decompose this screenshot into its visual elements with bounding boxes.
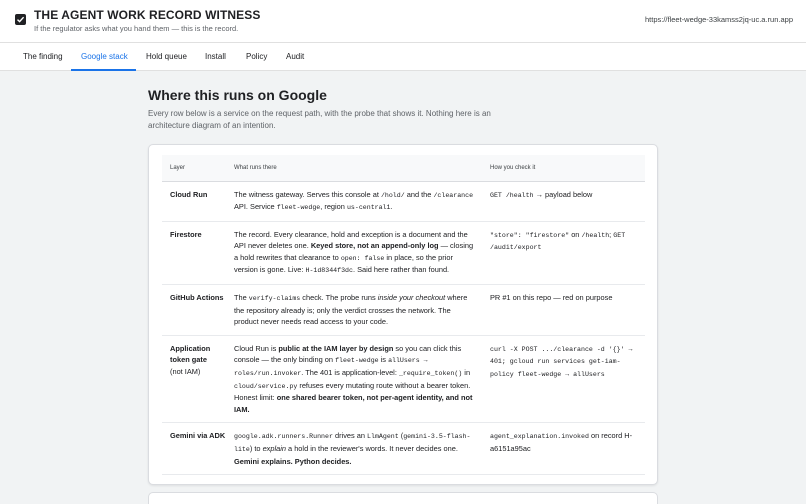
code-snippet: LlmAgent bbox=[367, 433, 399, 441]
text-run: . The 401 is application-level: bbox=[301, 368, 399, 378]
text-run: is bbox=[378, 355, 389, 365]
text-run: . Said here rather than found. bbox=[352, 265, 450, 275]
layer-name: Cloud Run bbox=[170, 189, 208, 199]
text-run: ) to bbox=[249, 444, 263, 453]
code-snippet: agent_explanation.invoked bbox=[490, 433, 589, 441]
tab-install[interactable]: Install bbox=[205, 52, 226, 61]
tab-policy[interactable]: Policy bbox=[246, 52, 268, 61]
what-runs-cell bbox=[226, 221, 482, 284]
text-run: public at the IAM layer by design bbox=[278, 343, 394, 353]
code-snippet: /hold/ bbox=[380, 191, 405, 199]
table-row bbox=[162, 285, 645, 336]
text-run: The record. Every clearance, hold and exception is a document and the API never deletes one. bbox=[234, 229, 468, 251]
code-snippet: GET /audit/export bbox=[490, 231, 626, 252]
text-run: , region bbox=[320, 202, 347, 212]
main-content bbox=[0, 71, 806, 504]
text-run: and the bbox=[404, 189, 434, 199]
layer-name: Application token gate bbox=[170, 343, 211, 365]
layer-name: Gemini via ADK bbox=[170, 431, 226, 441]
code-snippet: _require_token() bbox=[398, 370, 463, 378]
text-run: in bbox=[462, 368, 471, 378]
text-run: — closing a hold rewrites that clearance to bbox=[234, 241, 474, 262]
table-row bbox=[162, 335, 645, 423]
code-snippet: curl -X POST .../clearance -d '{}' → 401; gcloud run services get-iam-policy fleet-wedge → allUsers bbox=[490, 345, 633, 379]
text-run: in place, so the prior version is gone. Live: bbox=[234, 252, 453, 275]
text-run: The witness gateway. Serves this console at bbox=[234, 189, 381, 199]
tab-hold-queue[interactable]: Hold queue bbox=[146, 52, 187, 61]
code-snippet: cloud/service.py bbox=[234, 382, 298, 390]
text-run: refuses every mutating route without a bearer token. Honest limit: bbox=[234, 380, 471, 403]
column-header-layer: Layer bbox=[162, 155, 226, 181]
column-header-check: How you check it bbox=[482, 155, 645, 181]
app-title: THE AGENT WORK RECORD WITNESS bbox=[34, 8, 261, 22]
code-snippet: "store": "firestore" bbox=[490, 231, 570, 239]
layer-note: (not IAM) bbox=[170, 367, 201, 377]
code-snippet: fleet-wedge bbox=[335, 357, 379, 365]
tab-the-finding[interactable]: The finding bbox=[23, 52, 63, 61]
text-run: a hold in the reviewer's words. It never decides one. bbox=[285, 444, 458, 453]
code-snippet: gemini-3.5-flash-lite bbox=[234, 433, 471, 453]
code-snippet: /clearance bbox=[433, 191, 474, 199]
code-snippet: GET /health bbox=[490, 191, 534, 199]
table-row bbox=[162, 181, 645, 221]
code-snippet: fleet-wedge bbox=[276, 204, 321, 212]
text-run: ; bbox=[609, 229, 614, 239]
text-run: ( bbox=[398, 431, 404, 441]
table-row bbox=[162, 423, 645, 475]
code-snippet: /health bbox=[581, 231, 610, 239]
what-runs-cell bbox=[226, 181, 482, 221]
column-header-what: What runs there bbox=[226, 155, 482, 181]
service-url[interactable]: https://fleet-wedge-33kamss2jq-uc.a.run.app bbox=[645, 15, 793, 24]
layer-cell bbox=[162, 181, 226, 221]
text-run: on bbox=[569, 229, 582, 239]
stack-table bbox=[162, 155, 645, 475]
table-row bbox=[162, 221, 645, 284]
text-run: Gemini explains. Python decides. bbox=[234, 456, 352, 466]
check-cell bbox=[482, 423, 645, 475]
what-runs-cell bbox=[226, 423, 482, 475]
what-runs-cell bbox=[226, 285, 482, 336]
text-run: where the repository already is; only the verdict crosses the network. The product never needs read access to your code. bbox=[234, 293, 468, 327]
app-subtitle: If the regulator asks what you hand them — this is the record. bbox=[34, 24, 239, 33]
tab-audit[interactable]: Audit bbox=[286, 52, 305, 61]
next-card bbox=[148, 492, 658, 504]
check-cell bbox=[482, 335, 645, 423]
check-cell bbox=[482, 181, 645, 221]
tab-bar bbox=[0, 42, 806, 71]
text-run: → payload below bbox=[533, 189, 593, 199]
text-run: one shared bearer token, not per-agent identity, and not IAM. bbox=[234, 393, 473, 414]
what-runs-cell bbox=[226, 335, 482, 423]
text-run: The bbox=[234, 293, 249, 303]
text-run: explain bbox=[262, 444, 286, 453]
text-run: drives an bbox=[332, 431, 368, 441]
layer-name: Firestore bbox=[170, 229, 202, 239]
text-run: API. Service bbox=[234, 202, 277, 212]
text-run: Keyed store, not an append-only log bbox=[310, 241, 439, 251]
layer-cell bbox=[162, 423, 226, 475]
code-snippet: us-central1 bbox=[346, 204, 391, 212]
text-run: check. The probe runs bbox=[300, 293, 378, 303]
text-run: Cloud Run is bbox=[234, 343, 279, 353]
page-title: Where this runs on Google bbox=[148, 87, 327, 103]
code-snippet: google.adk.runners.Runner bbox=[234, 433, 333, 441]
code-snippet: open: false bbox=[340, 254, 385, 262]
checkbox-checked-icon bbox=[15, 14, 26, 25]
text-run: inside your checkout bbox=[377, 293, 446, 303]
layer-cell bbox=[162, 335, 226, 423]
code-snippet: verify-claims bbox=[248, 295, 301, 303]
check-cell bbox=[482, 221, 645, 284]
stack-card bbox=[148, 144, 658, 485]
text-run: PR #1 on this repo — red on purpose bbox=[490, 293, 613, 303]
text-run: . bbox=[390, 202, 393, 212]
text-run: on record H-a6151a95ac bbox=[490, 431, 633, 453]
layer-name: GitHub Actions bbox=[170, 293, 224, 303]
layer-cell bbox=[162, 285, 226, 336]
table-header-row bbox=[162, 155, 645, 181]
code-snippet: allUsers → roles/run.invoker bbox=[234, 357, 428, 378]
code-snippet: H-1d8344f3dc bbox=[305, 267, 353, 275]
page-description: Every row below is a service on the request path, with the probe that shows it. Nothing here is an architecture diagram of an intention. bbox=[148, 109, 491, 130]
layer-cell bbox=[162, 221, 226, 284]
check-cell bbox=[482, 285, 645, 336]
top-bar bbox=[0, 0, 806, 42]
text-run: so you can click this console — the only binding on bbox=[234, 343, 462, 365]
tab-google-stack[interactable]: Google stack bbox=[71, 43, 136, 71]
